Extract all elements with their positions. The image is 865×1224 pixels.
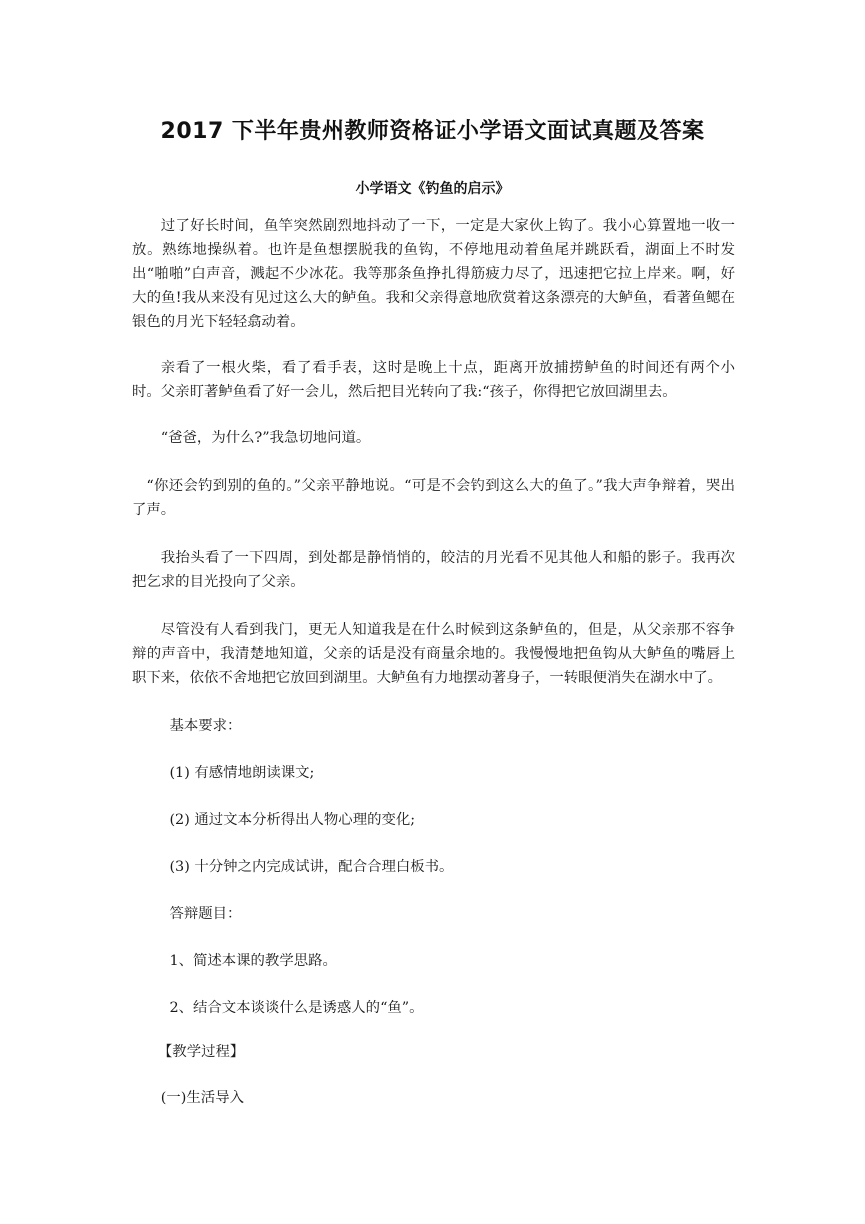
requirement-item: (1) 有感情地朗读课文; bbox=[169, 765, 315, 781]
requirements-heading: 基本要求： bbox=[169, 718, 242, 734]
questions-heading: 答辩题目： bbox=[169, 906, 242, 922]
requirement-item: (2) 通过文本分析得出人物心理的变化; bbox=[169, 812, 416, 828]
paragraph-3: “爸爸，为什么?”我急切地问道。 bbox=[160, 430, 371, 446]
paragraph-1: 过了好长时间，鱼竿突然剧烈地抖动了一下，一定是大家伙上钩了。我小心算置地一收一放。熟练地操纵着。也许是鱼想摆脱我的鱼钩，不停地甩动着鱼尾并跳跃看，湖面上不时发出“啪啪”白声音，溅起不少冰花。我等那条鱼挣扎得筋疲力尽了，迅速把它拉上岸来。啊，好大的鱼!我从来没有见过这么大的鲈鱼。我和父亲得意地欣赏着这条漂亮的大鲈鱼，看著鱼鳃在银色的月光下轻轻翕动着。 bbox=[132, 218, 735, 330]
document-body bbox=[132, 214, 735, 1110]
paragraph-4: “你还会钓到别的鱼的。”父亲平静地说。“可是不会钓到这么大的鱼了。”我大声争辩着，哭出了声。 bbox=[132, 478, 735, 518]
process-heading: 【教学过程】 bbox=[157, 1044, 245, 1060]
process-subheading: (一)生活导入 bbox=[160, 1090, 244, 1106]
requirement-item: (3) 十分钟之内完成试讲，配合合理白板书。 bbox=[169, 859, 454, 875]
paragraph-2: 亲看了一根火柴，看了看手表，这时是晚上十点，距离开放捕捞鲈鱼的时间还有两个小时。父亲盯著鲈鱼看了好一会儿，然后把目光转向了我:“孩子，你得把它放回湖里去。 bbox=[132, 360, 735, 400]
page-title: 2017 下半年贵州教师资格证小学语文面试真题及答案 bbox=[160, 119, 705, 144]
question-item: 1、简述本课的教学思路。 bbox=[169, 953, 337, 969]
lesson-subtitle: 小学语文《钓鱼的启示》 bbox=[355, 181, 510, 197]
paragraph-5: 我抬头看了一下四周，到处都是静悄悄的，皎洁的月光看不见其他人和船的影子。我再次把乞求的目光投向了父亲。 bbox=[132, 550, 735, 590]
question-item: 2、结合文本谈谈什么是诱惑人的“鱼”。 bbox=[169, 1000, 424, 1016]
paragraph-6: 尽管没有人看到我门，更无人知道我是在什么时候到这条鲈鱼的，但是，从父亲那不容争辩的声音中，我清楚地知道，父亲的话是没有商量余地的。我慢慢地把鱼钩从大鲈鱼的嘴唇上职下来，依依不舍地把它放回到湖里。大鲈鱼有力地摆动著身子，一转眼便消失在湖水中了。 bbox=[132, 622, 735, 686]
